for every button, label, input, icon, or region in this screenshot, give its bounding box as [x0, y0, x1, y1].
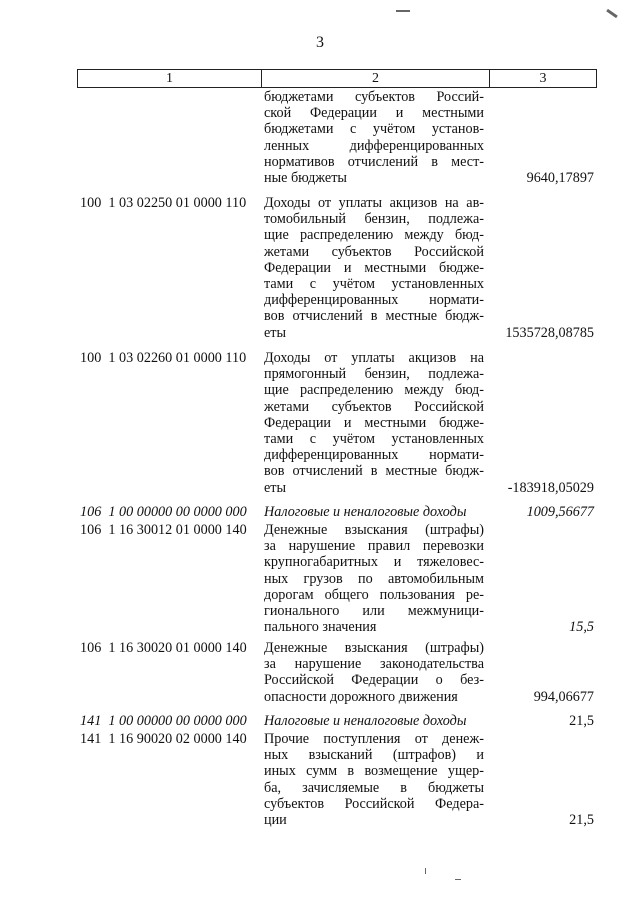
amount-value: 15,5	[569, 619, 594, 636]
scan-speck	[396, 10, 410, 12]
description-line: тами с учётом установленных	[264, 275, 484, 292]
description-line: щие распределению между бюд-	[264, 227, 484, 244]
description-line: щие распределению между бюд-	[264, 382, 484, 399]
income-description	[264, 504, 484, 520]
description-line: крупногабаритных и тяжеловес-	[264, 554, 484, 571]
amount-value: 1009,56677	[526, 504, 594, 520]
description-line: Прочие поступления от денеж-	[264, 731, 484, 747]
description-line: дифференцированных нормати-	[264, 447, 484, 464]
description-line: ные бюджеты	[264, 169, 347, 186]
budget-code: 106 1 00 00000 00 0000 000	[80, 504, 247, 520]
description-line: опасности дорожного движения	[264, 688, 458, 705]
page-number: 3	[316, 34, 324, 51]
amount-value: 21,5	[569, 713, 594, 729]
budget-code: 100 1 03 02250 01 0000 110	[80, 195, 247, 211]
description-line: бюджетами субъектов Россий-	[264, 89, 484, 105]
description-line: ленных дифференцированных	[264, 137, 484, 154]
budget-code: 106 1 16 30012 01 0000 140	[80, 522, 247, 538]
description-line: Доходы от уплаты акцизов на ав-	[264, 195, 484, 211]
income-description	[264, 195, 484, 341]
description-line: Российской Федерации о без-	[264, 672, 484, 689]
description-line: тами с учётом установленных	[264, 430, 484, 447]
description-line: Федерации и местными бюдже-	[264, 414, 484, 431]
description-line: ба, зачисляемые в бюджеты	[264, 779, 484, 796]
income-description	[264, 713, 484, 729]
description-line: бюджетами с учётом установ-	[264, 121, 484, 138]
scan-speck	[455, 879, 461, 880]
header-col-2: 2	[262, 70, 490, 87]
amount-value: 994,06677	[533, 688, 594, 705]
description-line: вов отчислений в местные бюдж-	[264, 308, 484, 325]
amount-value: 1535728,08785	[505, 324, 594, 341]
budget-code: 141 1 16 90020 02 0000 140	[80, 731, 247, 747]
income-description	[264, 522, 484, 635]
description-line: нормативов отчислений в мест-	[264, 153, 484, 170]
amount-value: 9640,17897	[526, 170, 594, 186]
description-line: ных грузов по автомобильным	[264, 570, 484, 587]
description-line: гионального или межмуници-	[264, 602, 484, 619]
description-line: Денежные взыскания (штрафы)	[264, 640, 484, 656]
description-line: Налоговые и неналоговые доходы	[264, 713, 467, 729]
description-line: жетами субъектов Российской	[264, 398, 484, 415]
description-line: пального значения	[264, 619, 377, 636]
description-line: ции	[264, 811, 287, 828]
description-line: жетами субъектов Российской	[264, 243, 484, 260]
scan-speck	[606, 9, 618, 18]
description-line: за нарушение законодательства	[264, 656, 484, 673]
description-line: ных взысканий (штрафов) и	[264, 747, 484, 764]
income-description	[264, 640, 484, 705]
scan-speck	[425, 868, 426, 874]
description-line: дифференцированных нормати-	[264, 292, 484, 309]
description-line: еты	[264, 479, 287, 496]
budget-code: 100 1 03 02260 01 0000 110	[80, 350, 247, 366]
description-line: Налоговые и неналоговые доходы	[264, 504, 467, 520]
budget-code: 141 1 00 00000 00 0000 000	[80, 713, 247, 729]
description-line: томобильный бензин, подлежа-	[264, 211, 484, 228]
description-line: Федерации и местными бюдже-	[264, 259, 484, 276]
description-line: Денежные взыскания (штрафы)	[264, 522, 484, 538]
income-description	[264, 89, 484, 186]
description-line: прямогонный бензин, подлежа-	[264, 366, 484, 383]
description-line: субъектов Российской Федера-	[264, 795, 484, 812]
header-col-3: 3	[539, 71, 547, 86]
income-description	[264, 350, 484, 496]
description-line: иных сумм в возмещение ущер-	[264, 763, 484, 780]
table-header	[77, 69, 597, 88]
description-line: еты	[264, 324, 287, 341]
description-line: вов отчислений в местные бюдж-	[264, 463, 484, 480]
description-line: дорогам общего пользования ре-	[264, 586, 484, 603]
amount-value: 21,5	[569, 812, 594, 828]
description-line: ской Федерации и местными	[264, 105, 484, 122]
budget-code: 106 1 16 30020 01 0000 140	[80, 640, 247, 656]
description-line: за нарушение правил перевозки	[264, 538, 484, 555]
income-description	[264, 731, 484, 828]
header-col-1: 1	[78, 70, 262, 87]
description-line: Доходы от уплаты акцизов на	[264, 350, 484, 366]
amount-value: -183918,05029	[507, 479, 594, 496]
